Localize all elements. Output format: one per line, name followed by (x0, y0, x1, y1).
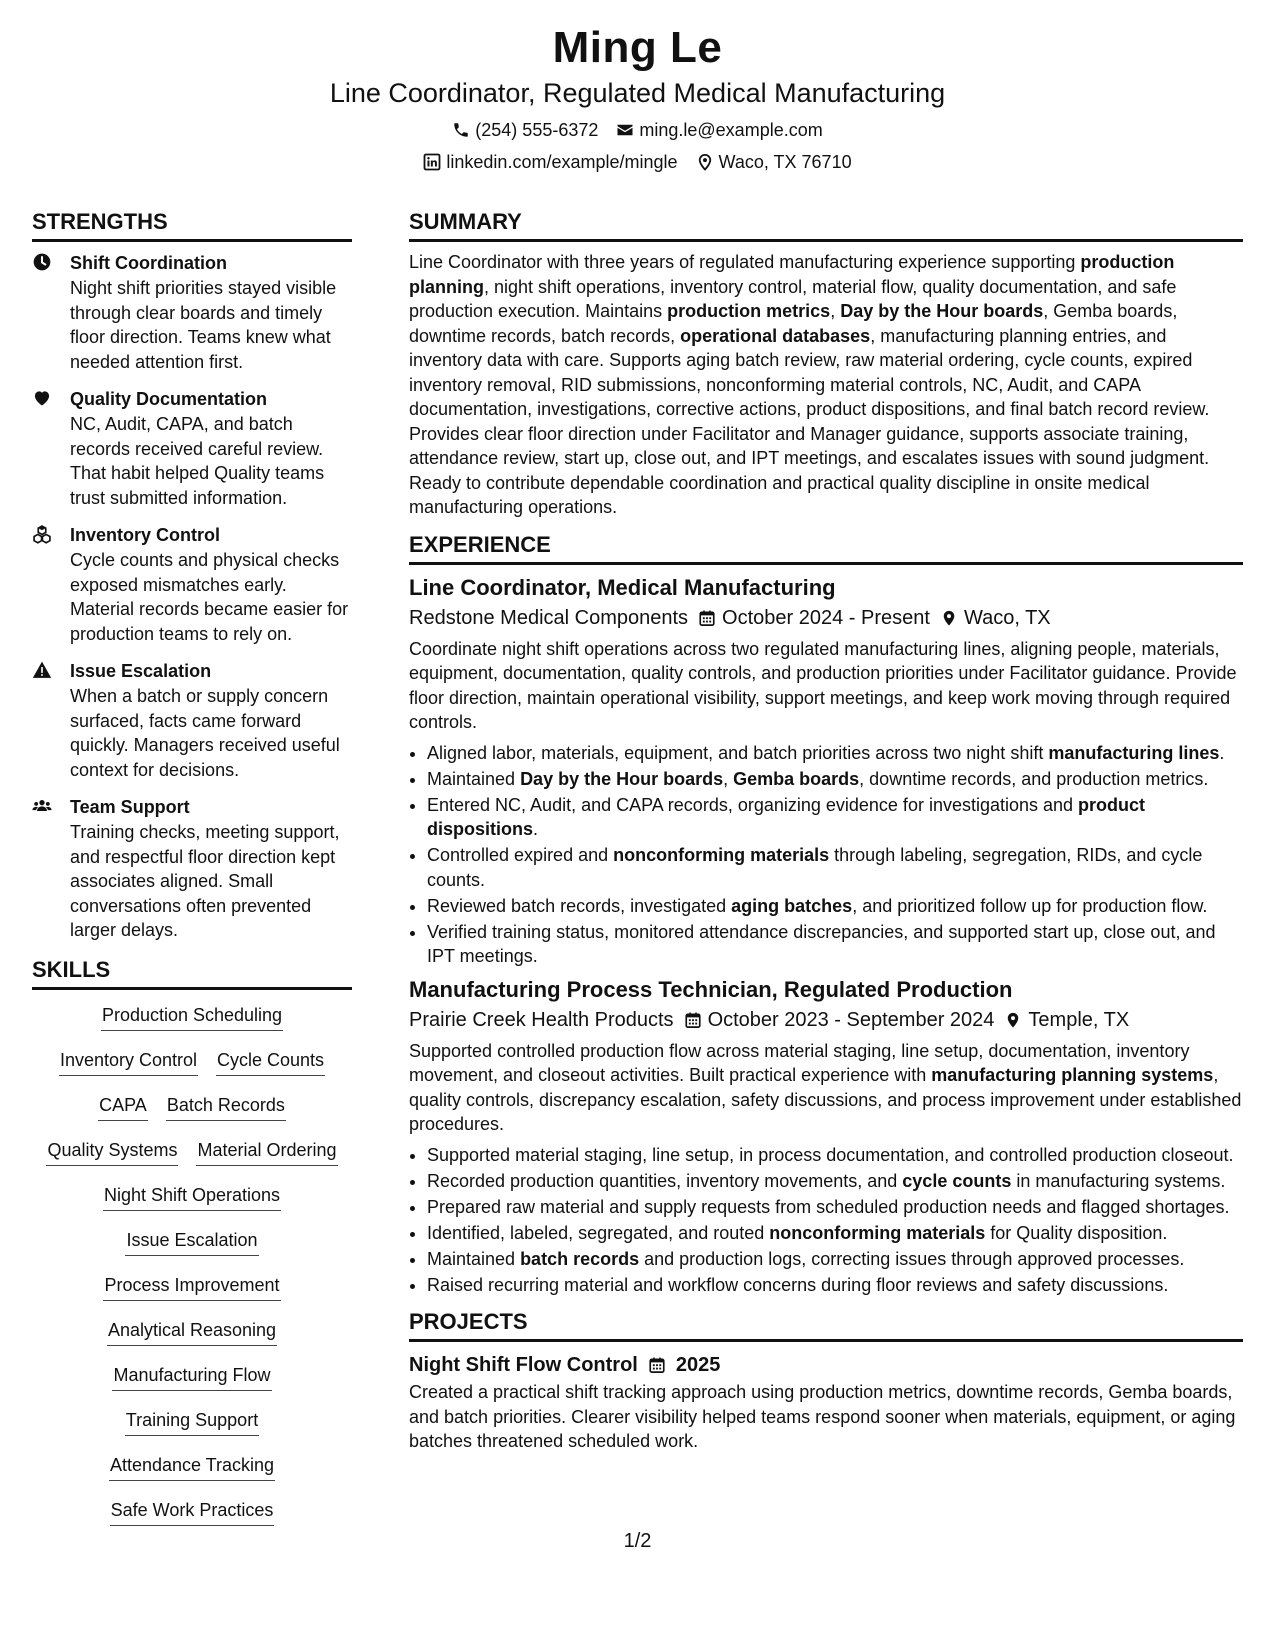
location-text: Waco, TX 76710 (718, 152, 852, 172)
skill-row (32, 1137, 352, 1182)
summary-text (409, 250, 1243, 520)
linkedin-icon (423, 153, 441, 171)
left-column (32, 207, 352, 1542)
job-title: Manufacturing Process Technician, Regulated Production (409, 976, 1013, 1002)
bullet-item (427, 1195, 1243, 1220)
bold-text: production planning (409, 252, 1175, 297)
text-run: , Gemba boards, downtime records, batch records, (409, 301, 1178, 346)
project-entry (409, 1350, 1243, 1454)
job-entry (409, 975, 1243, 1298)
strength-item (32, 522, 352, 646)
bullet-item (427, 1169, 1243, 1194)
skills-heading: SKILLS (32, 955, 352, 990)
warning-icon (32, 660, 52, 680)
map-pin-icon (696, 153, 714, 171)
job-bullets (409, 741, 1243, 969)
bold-text: manufacturing lines (1048, 742, 1220, 763)
strength-item (32, 386, 352, 510)
text-run: Aligned labor, materials, equipment, and batch priorities across two night shift (427, 742, 1049, 763)
skill-tag: Material Ordering (196, 1137, 337, 1166)
skill-row (32, 1317, 352, 1362)
job-company: Prairie Creek Health Products (409, 1008, 674, 1031)
strength-title: Issue Escalation (70, 661, 212, 681)
bullet-item (427, 1273, 1243, 1298)
text-run: Supported controlled production flow across material staging, line setup, documentation, inventory movement, and closeout activities. Built practical experience with (409, 1040, 1190, 1085)
job-dates: October 2024 - Present (722, 606, 930, 629)
skill-row (32, 1047, 352, 1092)
text-run: Prepared raw material and supply requests from scheduled production needs and flagged shortages. (427, 1196, 1230, 1217)
text-run: , and prioritized follow up for production flow. (852, 895, 1208, 916)
bullet-item (427, 741, 1243, 766)
phone-contact (452, 118, 598, 142)
skill-tag: Quality Systems (46, 1137, 178, 1166)
candidate-name: Ming Le (552, 23, 723, 72)
bold-text: manufacturing planning systems (931, 1065, 1214, 1085)
envelope-icon (616, 121, 634, 139)
text-run: in manufacturing systems. (1011, 1170, 1226, 1191)
text-run: Line Coordinator with three years of regulated manufacturing experience supporting (409, 252, 1081, 272)
skill-row (32, 1362, 352, 1407)
skill-row (32, 1407, 352, 1452)
strength-title: Quality Documentation (70, 389, 268, 409)
strength-desc: Cycle counts and physical checks exposed mismatches early. Material records became easier for production teams to rely on. (70, 550, 349, 644)
candidate-headline: Line Coordinator, Regulated Medical Manufacturing (329, 78, 946, 108)
job-meta (409, 1005, 1243, 1035)
text-run: Entered NC, Audit, and CAPA records, organizing evidence for investigations and (427, 794, 1079, 815)
skill-tag: Batch Records (166, 1092, 286, 1121)
skill-tag: Issue Escalation (125, 1227, 258, 1256)
text-run: Maintained (427, 1248, 521, 1269)
text-run: Recorded production quantities, inventory movements, and (427, 1170, 903, 1191)
skill-row (32, 1272, 352, 1317)
skill-tag: Process Improvement (103, 1272, 280, 1301)
map-pin-icon (1004, 1011, 1022, 1029)
page-number: 1/2 (623, 1530, 652, 1552)
contact-row-1 (0, 118, 1275, 142)
skill-tag: Cycle Counts (216, 1047, 325, 1076)
skill-tag: Training Support (125, 1407, 259, 1436)
summary-heading: SUMMARY (409, 207, 1243, 242)
strength-item (32, 250, 352, 374)
bullet-item (427, 793, 1243, 842)
job-description: Coordinate night shift operations across two regulated manufacturing lines, aligning people, materials, equipment, documentation, quality controls, and production priorities under Facilitator guidance. Provide floor direction, maintain operational visibility, support meetings, and keep work moving through required controls. (409, 638, 1237, 732)
skill-row (32, 1182, 352, 1227)
skill-row (32, 1092, 352, 1137)
strength-desc: When a batch or supply concern surfaced, facts came forward quickly. Managers received useful context for decisions. (70, 686, 340, 780)
skill-tag: Attendance Tracking (109, 1452, 275, 1481)
strength-title: Inventory Control (70, 525, 221, 545)
text-run: Raised recurring material and workflow concerns during floor reviews and safety discussions. (427, 1274, 1169, 1295)
resume-header (0, 20, 1275, 174)
text-run: Reviewed batch records, investigated (427, 895, 732, 916)
users-icon (32, 796, 52, 816)
strength-desc: Night shift priorities stayed visible through clear boards and timely floor direction. Teams knew what needed attention first. (70, 278, 337, 372)
bold-text: batch records (520, 1248, 640, 1269)
bold-text: product dispositions (427, 794, 1146, 839)
skill-tag: Night Shift Operations (103, 1182, 281, 1211)
skill-tag: Analytical Reasoning (107, 1317, 277, 1346)
email-contact[interactable] (616, 118, 822, 142)
bold-text: Day by the Hour boards (840, 301, 1044, 321)
bold-text: Day by the Hour boards (520, 768, 724, 789)
text-run: Identified, labeled, segregated, and routed (427, 1222, 770, 1243)
job-title: Line Coordinator, Medical Manufacturing (409, 574, 836, 600)
text-run: . (1219, 742, 1225, 763)
bullet-item (427, 843, 1243, 892)
bullet-item (427, 1247, 1243, 1272)
strength-title: Team Support (70, 797, 190, 817)
text-run: , (723, 768, 734, 789)
job-entry (409, 573, 1243, 969)
email-text[interactable]: ming.le@example.com (639, 120, 823, 140)
text-run: Maintained (427, 768, 521, 789)
bold-text: production metrics (667, 301, 831, 321)
text-run: for Quality disposition. (985, 1222, 1168, 1243)
bullet-item (427, 767, 1243, 792)
skill-tag: Safe Work Practices (110, 1497, 275, 1526)
map-pin-icon (940, 609, 958, 627)
bullet-item (427, 1143, 1243, 1168)
job-company: Redstone Medical Components (409, 606, 689, 629)
clock-icon (32, 252, 52, 272)
strength-desc: Training checks, meeting support, and respectful floor direction kept associates aligned. Small conversations often prevented larger delays. (70, 822, 340, 940)
strength-item (32, 658, 352, 782)
location-contact (696, 150, 852, 174)
text-run: , quality controls, discrepancy escalation, safety discussions, and process improvement under established procedures. (409, 1065, 1242, 1134)
skill-tag: Inventory Control (59, 1047, 198, 1076)
bullet-item (427, 894, 1243, 919)
text-run: Verified training status, monitored attendance discrepancies, and supported start up, close out, and IPT meetings. (427, 921, 1216, 966)
strength-desc: NC, Audit, CAPA, and batch records received careful review. That habit helped Quality teams trust submitted information. (70, 414, 325, 508)
skill-tag: Manufacturing Flow (112, 1362, 271, 1391)
project-description: Created a practical shift tracking approach using production metrics, downtime records, Gemba boards, and batch priorities. Clearer visibility helped teams respond sooner when materials, equipment, or aging batches threatened scheduled work. (409, 1382, 1236, 1451)
strengths-heading: STRENGTHS (32, 207, 352, 242)
bold-text: nonconforming materials (769, 1222, 986, 1243)
text-run: , manufacturing planning entries, and inventory data with care. Supports aging batch review, raw material ordering, cycle counts, expired inventory removal, RID submissions, nonconforming material controls, NC, Audit, and CAPA documentation, investigations, corrective actions, product dispositions, and final batch record review. Provides clear floor direction under Facilitator and Manager guidance, supports associate training, attendance review, start up, close out, and IPT meetings, and escalates issues with sound judgment. Ready to contribute dependable coordination and practical quality discipline in onsite medical manufacturing operations. (409, 325, 1210, 517)
text-run: . (533, 819, 539, 839)
strengths-list (32, 250, 352, 943)
skills-list (32, 998, 352, 1542)
calendar-icon (684, 1011, 702, 1029)
project-title-row (409, 1350, 1243, 1380)
heart-icon (32, 388, 52, 408)
calendar-icon (698, 609, 716, 627)
text-run: through labeling, segregation, RIDs, and cycle counts. (427, 845, 1203, 890)
project-year: 2025 (675, 1354, 721, 1376)
text-run: , night shift operations, inventory control, material flow, quality documentation, and safe production execution. Maintains (409, 276, 1177, 321)
right-column (409, 207, 1243, 1460)
skill-row (32, 1452, 352, 1497)
strength-item (32, 794, 352, 943)
job-location: Temple, TX (1028, 1008, 1130, 1031)
bold-text: cycle counts (902, 1170, 1012, 1191)
linkedin-contact[interactable] (423, 150, 677, 174)
linkedin-text[interactable]: linkedin.com/example/mingle (446, 152, 678, 172)
text-run: Controlled expired and (427, 845, 614, 865)
bold-text: operational databases (680, 325, 871, 346)
job-location: Waco, TX (963, 606, 1051, 629)
skill-tag: Production Scheduling (101, 1002, 283, 1031)
phone-icon (452, 121, 470, 139)
text-run: , (830, 301, 841, 321)
job-dates: October 2023 - September 2024 (707, 1008, 995, 1031)
bullet-item (427, 1221, 1243, 1246)
bold-text: Gemba boards (733, 768, 860, 789)
contact-row-2 (0, 150, 1275, 174)
bold-text: nonconforming materials (613, 845, 830, 865)
skill-row (32, 1002, 352, 1047)
cubes-icon (32, 524, 52, 544)
job-meta (409, 603, 1243, 633)
strength-title: Shift Coordination (70, 253, 227, 273)
skill-row (32, 1227, 352, 1272)
bold-text: aging batches (731, 895, 853, 916)
job-description (409, 1039, 1243, 1137)
projects-heading: PROJECTS (409, 1307, 1243, 1342)
text-run: and production logs, correcting issues through approved processes. (639, 1248, 1185, 1269)
phone-text: (254) 555-6372 (475, 120, 599, 140)
text-run: , downtime records, and production metrics. (859, 768, 1209, 789)
text-run: Supported material staging, line setup, in process documentation, and controlled production closeout. (427, 1144, 1234, 1165)
bullet-item (427, 920, 1243, 969)
experience-heading: EXPERIENCE (409, 530, 1243, 565)
calendar-icon (648, 1356, 666, 1374)
job-bullets (409, 1143, 1243, 1298)
skill-tag: CAPA (98, 1092, 148, 1121)
project-title: Night Shift Flow Control (409, 1354, 638, 1376)
